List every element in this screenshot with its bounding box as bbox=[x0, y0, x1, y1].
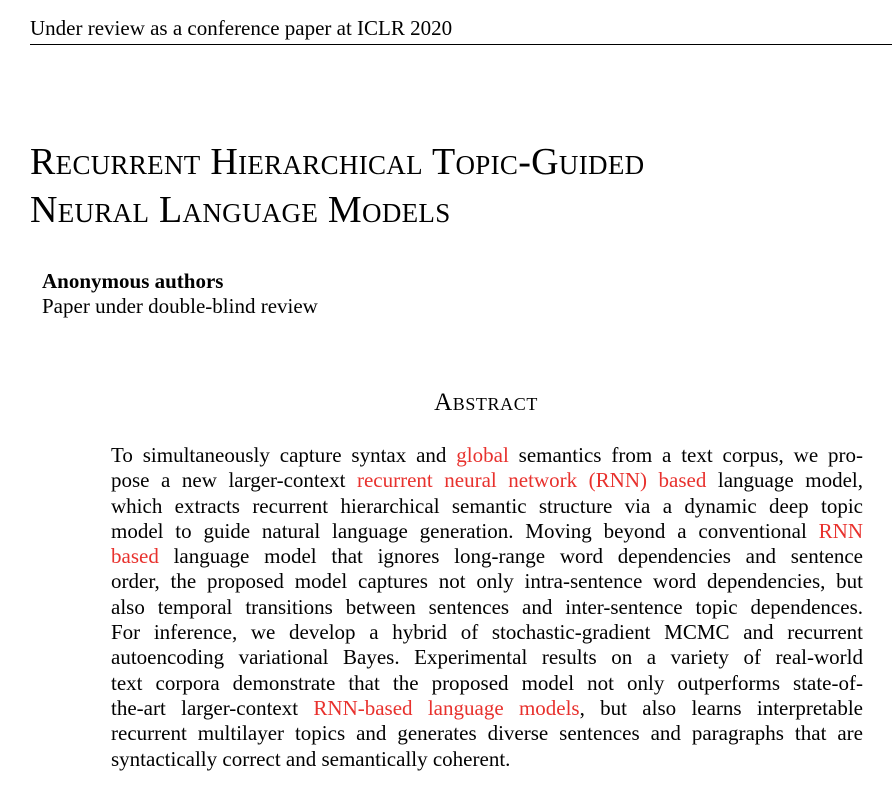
abstract-line bbox=[111, 443, 863, 468]
abstract-body bbox=[111, 443, 863, 772]
abstract-text: text corpora demonstrate that the proposed model not only outperforms state-of- bbox=[111, 670, 863, 695]
abstract-line bbox=[111, 544, 863, 569]
abstract-line bbox=[111, 671, 863, 696]
highlighted-phrase: recurrent neural network (RNN) based bbox=[356, 468, 707, 493]
abstract-text: semantics from a text corpus, we pro- bbox=[508, 443, 863, 467]
abstract-line bbox=[111, 569, 863, 594]
abstract-text: also temporal transitions between sentences and inter-sentence topic dependences. bbox=[111, 594, 863, 619]
abstract-text: syntactically correct and semantically coherent. bbox=[111, 746, 511, 771]
abstract-text: which extracts recurrent hierarchical semantic structure via a dynamic deep topic bbox=[111, 493, 863, 518]
abstract-line bbox=[111, 645, 863, 670]
abstract-text: order, the proposed model captures not only intra-sentence word dependencies, but bbox=[111, 569, 863, 594]
header-rule bbox=[30, 44, 892, 45]
abstract-heading: Abstract bbox=[434, 389, 538, 416]
abstract-line bbox=[111, 747, 863, 772]
paper-title bbox=[30, 138, 644, 234]
abstract-text: language model, bbox=[706, 468, 863, 493]
abstract-line bbox=[111, 696, 863, 721]
abstract-line bbox=[111, 595, 863, 620]
abstract-text: pose a new larger-context bbox=[111, 468, 357, 493]
abstract-line bbox=[111, 620, 863, 645]
author-block bbox=[42, 269, 318, 319]
author-note: Paper under double-blind review bbox=[42, 294, 318, 318]
highlighted-phrase: RNN-based language models bbox=[313, 695, 580, 720]
abstract-text: recurrent multilayer topics and generates diverse sentences and paragraphs that are bbox=[111, 721, 863, 746]
abstract-text: To simultaneously capture syntax and bbox=[111, 443, 457, 467]
highlighted-phrase: based bbox=[111, 544, 159, 569]
abstract-line bbox=[111, 721, 863, 746]
abstract-line bbox=[111, 519, 863, 544]
abstract-text: model to guide natural language generation. Moving beyond a conventional bbox=[111, 518, 819, 543]
highlighted-phrase: RNN bbox=[818, 518, 863, 543]
paper-title-line: Neural Language Models bbox=[30, 189, 451, 231]
running-header: Under review as a conference paper at ICLR 2020 bbox=[30, 16, 453, 40]
abstract-text: For inference, we develop a hybrid of stochastic-gradient MCMC and recurrent bbox=[111, 620, 863, 645]
abstract-text: language model that ignores long-range word dependencies and sentence bbox=[158, 544, 863, 569]
abstract-line bbox=[111, 468, 863, 493]
abstract-line bbox=[111, 494, 863, 519]
highlighted-phrase: global bbox=[456, 443, 509, 467]
abstract-text: the-art larger-context bbox=[111, 695, 314, 720]
abstract-text: autoencoding variational Bayes. Experimental results on a variety of real-world bbox=[111, 645, 863, 670]
abstract-text: , but also learns interpretable bbox=[579, 695, 863, 720]
paper-title-line: Recurrent Hierarchical Topic-Guided bbox=[30, 141, 645, 183]
author-name: Anonymous authors bbox=[42, 269, 224, 293]
